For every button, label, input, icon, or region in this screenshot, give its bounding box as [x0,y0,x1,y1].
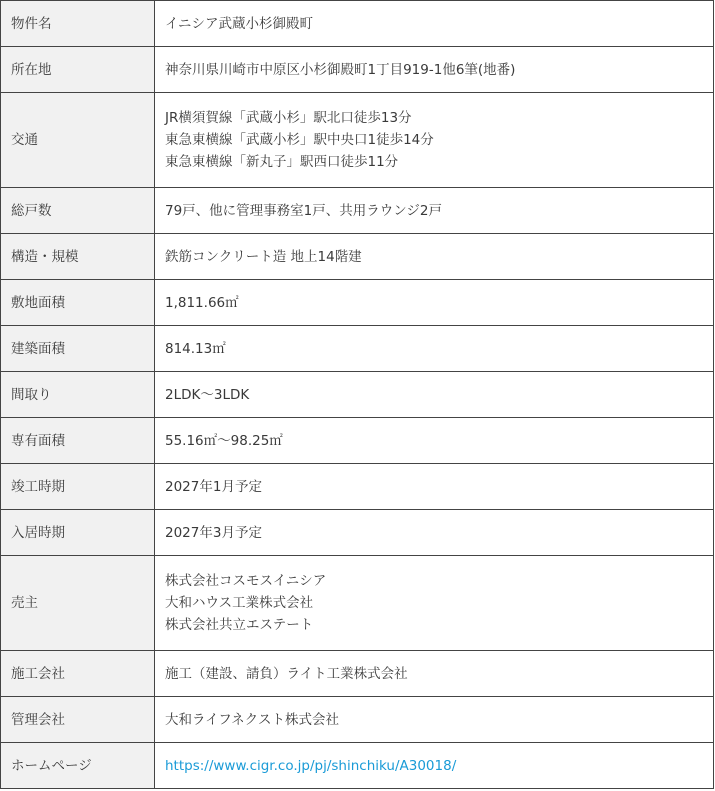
site-area-text: 1,811.66㎡ [165,294,239,311]
table-row [1,510,714,556]
table-row [1,93,714,188]
row-value [155,234,714,280]
row-label: 売主 [1,556,155,651]
seller-line: 株式会社共立エステート [165,617,314,633]
address-text: 神奈川県川崎市中原区小杉御殿町1丁目919-1他6筆(地番) [165,61,516,78]
table-row [1,47,714,93]
row-value [155,47,714,93]
row-label: 物件名 [1,1,155,47]
exclusive-area-text: 55.16㎡～98.25㎡ [165,432,283,449]
table-row [1,418,714,464]
table-row [1,326,714,372]
row-value [155,697,714,743]
management-company-text: 大和ライフネクスト株式会社 [165,711,340,728]
row-value [155,326,714,372]
row-label: ホームページ [1,743,155,789]
row-value [155,188,714,234]
row-value [155,743,714,789]
row-label: 入居時期 [1,510,155,556]
row-value [155,464,714,510]
access-line: JR横須賀線「武蔵小杉」駅北口徒歩13分 [165,110,412,126]
table-row [1,743,714,789]
table-row [1,372,714,418]
total-units-text: 79戸、他に管理事務室1戸、共用ラウンジ2戸 [165,202,443,219]
row-label: 敷地面積 [1,280,155,326]
access-line: 東急東横線「武蔵小杉」駅中央口1徒歩14分 [165,132,434,148]
row-label: 施工会社 [1,651,155,697]
access-line: 東急東横線「新丸子」駅西口徒歩11分 [165,154,399,170]
table-row [1,1,714,47]
row-value [155,93,714,188]
seller-line: 株式会社コスモスイニシア [165,573,327,589]
row-label: 専有面積 [1,418,155,464]
row-value [155,418,714,464]
move-in-text: 2027年3月予定 [165,524,262,541]
row-label: 所在地 [1,47,155,93]
row-label: 交通 [1,93,155,188]
row-value [155,372,714,418]
row-label: 建築面積 [1,326,155,372]
table-row [1,556,714,651]
table-row [1,280,714,326]
constructor-text: 施工（建設、請負）ライト工業株式会社 [165,665,408,682]
row-value [155,1,714,47]
homepage-link[interactable]: https://www.cigr.co.jp/pj/shinchiku/A30018/ [165,757,457,774]
table-row [1,464,714,510]
row-value [155,510,714,556]
row-value [155,651,714,697]
seller-line: 大和ハウス工業株式会社 [165,595,314,611]
completion-text: 2027年1月予定 [165,478,262,495]
table-row [1,697,714,743]
building-area-text: 814.13㎡ [165,340,226,357]
structure-text: 鉄筋コンクリート造 地上14階建 [165,248,362,265]
property-name: イニシア武蔵小杉御殿町 [165,15,313,32]
row-label: 竣工時期 [1,464,155,510]
floor-plan-text: 2LDK～3LDK [165,386,250,403]
row-value [155,280,714,326]
row-value [155,556,714,651]
row-label: 総戸数 [1,188,155,234]
row-label: 構造・規模 [1,234,155,280]
table-row [1,651,714,697]
row-label: 管理会社 [1,697,155,743]
table-row [1,188,714,234]
row-label: 間取り [1,372,155,418]
table-row [1,234,714,280]
